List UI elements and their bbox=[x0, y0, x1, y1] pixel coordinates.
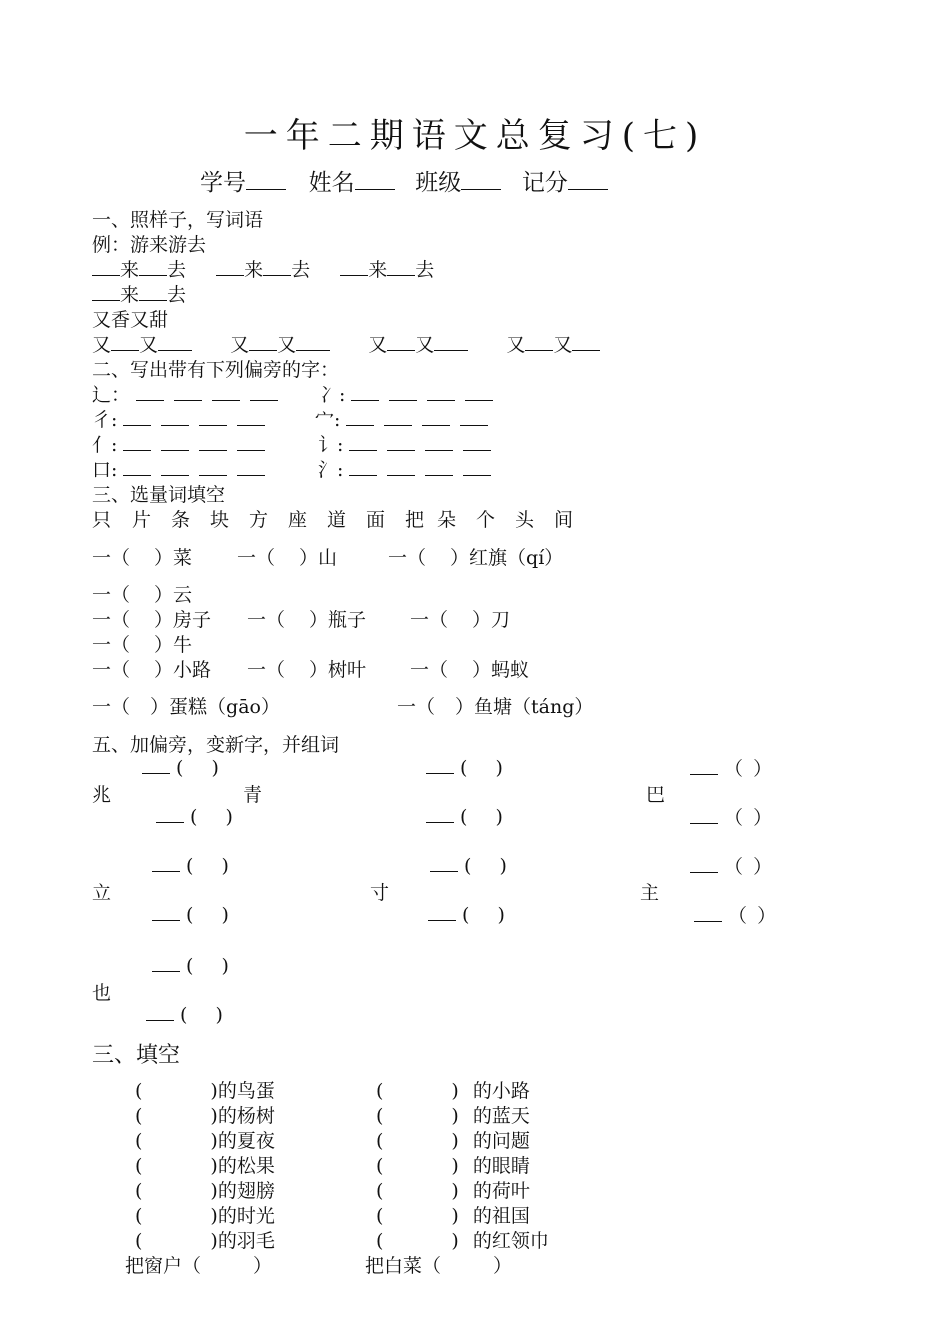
fill-item[interactable]: ( )的鸟蛋 bbox=[135, 1080, 275, 1102]
measure-word: 片 bbox=[132, 509, 152, 531]
fill-item[interactable]: 把白菜（ ） bbox=[365, 1255, 513, 1277]
radical-blanks[interactable] bbox=[123, 408, 275, 431]
measure-item[interactable]: 一（ ）蚂蚁 bbox=[410, 659, 530, 681]
radical-label: 宀: bbox=[315, 409, 341, 431]
radical-blanks[interactable] bbox=[123, 458, 275, 481]
radical-blanks[interactable] bbox=[346, 408, 498, 431]
radical-word-slot[interactable]: ( ) bbox=[156, 805, 233, 828]
you-char: 又 bbox=[553, 334, 573, 356]
radical-row-2b bbox=[315, 405, 498, 432]
blank[interactable] bbox=[263, 258, 291, 276]
qu-char: 去 bbox=[291, 259, 311, 281]
class-label: 班级 bbox=[415, 170, 462, 196]
measure-word: 面 bbox=[366, 509, 386, 531]
fill-item[interactable]: ( )的翅膀 bbox=[135, 1180, 275, 1202]
radical-blanks[interactable] bbox=[351, 383, 503, 406]
measure-word: 只 bbox=[92, 509, 112, 531]
radical-label: 亻: bbox=[92, 434, 118, 456]
radical-blanks[interactable] bbox=[123, 433, 275, 456]
base-char: 巴 bbox=[646, 784, 666, 806]
radical-label: 冫: bbox=[320, 384, 346, 406]
radical-word-slot[interactable]: （ ） bbox=[690, 754, 772, 781]
blank[interactable] bbox=[340, 258, 368, 276]
measure-item[interactable]: 一（ ）菜 bbox=[92, 547, 193, 569]
radical-word-slot[interactable]: ( ) bbox=[426, 756, 503, 779]
section1-example2: 又香又甜 bbox=[92, 309, 169, 331]
blank[interactable] bbox=[387, 258, 415, 276]
measure-item[interactable]: 一（ ）云 bbox=[92, 584, 193, 606]
radical-row-2 bbox=[92, 405, 275, 432]
qu-char: 去 bbox=[167, 259, 187, 281]
radical-word-slot[interactable]: （ ） bbox=[694, 901, 776, 928]
lai-char: 来 bbox=[368, 259, 388, 281]
radical-row-3b bbox=[318, 430, 501, 457]
measure-word: 间 bbox=[554, 509, 574, 531]
radical-row-1 bbox=[92, 380, 288, 407]
radical-blanks[interactable] bbox=[136, 383, 288, 406]
fill-item[interactable]: ( ) 的红领巾 bbox=[376, 1230, 549, 1252]
radical-row-3 bbox=[92, 430, 275, 457]
youyou-row bbox=[92, 330, 600, 357]
base-char: 青 bbox=[243, 784, 263, 806]
score-label: 记分 bbox=[521, 170, 568, 196]
blank[interactable] bbox=[572, 333, 600, 351]
fill-item[interactable]: ( )的杨树 bbox=[135, 1105, 275, 1127]
radical-word-slot[interactable]: （ ） bbox=[690, 852, 772, 879]
radical-label: 氵: bbox=[318, 459, 344, 481]
blank[interactable] bbox=[387, 333, 415, 351]
section3-heading: 三、选量词填空 bbox=[92, 484, 226, 506]
laiqu-row-1 bbox=[92, 255, 434, 282]
you-char: 又 bbox=[368, 334, 388, 356]
fill-item[interactable]: ( ) 的祖国 bbox=[376, 1205, 530, 1227]
measure-item[interactable]: 一（ ）瓶子 bbox=[247, 609, 367, 631]
radical-word-slot[interactable]: ( ) bbox=[152, 854, 229, 877]
blank[interactable] bbox=[249, 333, 277, 351]
blank[interactable] bbox=[525, 333, 553, 351]
blank[interactable] bbox=[139, 258, 167, 276]
blank[interactable] bbox=[296, 333, 330, 351]
you-char: 又 bbox=[506, 334, 526, 356]
student-id-blank[interactable] bbox=[246, 172, 286, 190]
you-char: 又 bbox=[92, 334, 112, 356]
measure-item[interactable]: 一（ ）鱼塘（táng） bbox=[397, 696, 594, 718]
qu-char: 去 bbox=[167, 284, 187, 306]
blank[interactable] bbox=[92, 258, 120, 276]
blank[interactable] bbox=[111, 333, 139, 351]
blank[interactable] bbox=[139, 283, 167, 301]
radical-label: 讠: bbox=[318, 434, 344, 456]
fill-item[interactable]: ( ) 的小路 bbox=[376, 1080, 530, 1102]
radical-word-slot[interactable]: ( ) bbox=[142, 756, 219, 779]
radical-word-slot[interactable]: ( ) bbox=[426, 805, 503, 828]
score-blank[interactable] bbox=[568, 172, 608, 190]
section6-heading: 三、填空 bbox=[92, 1043, 181, 1068]
measure-word: 条 bbox=[171, 509, 191, 531]
fill-item[interactable]: ( )的夏夜 bbox=[135, 1130, 275, 1152]
measure-word: 朵 bbox=[437, 509, 457, 531]
fill-item[interactable]: 把窗户（ ） bbox=[125, 1255, 273, 1277]
fill-item[interactable]: ( )的羽毛 bbox=[135, 1230, 275, 1252]
fill-item[interactable]: ( )的松果 bbox=[135, 1155, 275, 1177]
section1-heading: 一、照样子，写词语 bbox=[92, 209, 264, 231]
measure-word: 头 bbox=[515, 509, 535, 531]
measure-item[interactable]: 一（ ）山 bbox=[237, 547, 338, 569]
radical-word-slot[interactable]: ( ) bbox=[152, 903, 229, 926]
fill-item[interactable]: ( ) 的眼睛 bbox=[376, 1155, 530, 1177]
radical-word-slot[interactable]: （ ） bbox=[690, 803, 772, 830]
measure-item[interactable]: 一（ ）蛋糕（gāo） bbox=[92, 696, 280, 718]
blank[interactable] bbox=[434, 333, 468, 351]
measure-item[interactable]: 一（ ）小路 bbox=[92, 659, 212, 681]
lai-char: 来 bbox=[244, 259, 264, 281]
fill-item[interactable]: ( ) 的蓝天 bbox=[376, 1105, 530, 1127]
radical-label: 彳: bbox=[92, 409, 118, 431]
measure-item[interactable]: 一（ ）红旗（qí） bbox=[388, 547, 564, 569]
class-blank[interactable] bbox=[461, 172, 501, 190]
base-char: 立 bbox=[92, 882, 112, 904]
radical-word-slot[interactable]: ( ) bbox=[428, 903, 505, 926]
measure-word: 把 bbox=[405, 509, 425, 531]
measure-word: 座 bbox=[288, 509, 308, 531]
measure-item[interactable]: 一（ ）刀 bbox=[410, 609, 511, 631]
section1-example1: 例：游来游去 bbox=[92, 234, 207, 256]
section5-heading: 五、加偏旁，变新字，并组词 bbox=[92, 734, 340, 756]
radical-word-slot[interactable]: ( ) bbox=[430, 854, 507, 877]
base-char: 也 bbox=[92, 982, 112, 1004]
radical-row-4b bbox=[318, 455, 501, 482]
you-char: 又 bbox=[230, 334, 250, 356]
you-char: 又 bbox=[415, 334, 435, 356]
qu-char: 去 bbox=[415, 259, 435, 281]
radical-word-slot[interactable]: ( ) bbox=[152, 954, 229, 977]
radical-word-slot[interactable]: ( ) bbox=[146, 1003, 223, 1026]
base-char: 兆 bbox=[92, 784, 112, 806]
student-name-blank[interactable] bbox=[355, 172, 395, 190]
fill-item[interactable]: ( )的时光 bbox=[135, 1205, 275, 1227]
blank[interactable] bbox=[216, 258, 244, 276]
radical-row-1b bbox=[320, 380, 503, 407]
lai-char: 来 bbox=[120, 259, 140, 281]
fill-item[interactable]: ( ) 的荷叶 bbox=[376, 1180, 530, 1202]
measure-word: 个 bbox=[476, 509, 496, 531]
blank[interactable] bbox=[158, 333, 192, 351]
radical-row-4 bbox=[92, 455, 275, 482]
you-char: 又 bbox=[277, 334, 297, 356]
measure-word: 道 bbox=[327, 509, 347, 531]
radical-label: 口: bbox=[92, 459, 118, 481]
radical-blanks[interactable] bbox=[349, 433, 501, 456]
laiqu-row-2 bbox=[92, 280, 186, 307]
base-char: 主 bbox=[640, 882, 660, 904]
measure-item[interactable]: 一（ ）房子 bbox=[92, 609, 212, 631]
you-char: 又 bbox=[139, 334, 159, 356]
radical-blanks[interactable] bbox=[349, 458, 501, 481]
base-char: 寸 bbox=[370, 882, 390, 904]
student-name-label: 姓名 bbox=[308, 170, 355, 196]
measure-word: 方 bbox=[249, 509, 269, 531]
student-id-label: 学号 bbox=[200, 170, 246, 196]
measure-word: 块 bbox=[210, 509, 230, 531]
student-info-line bbox=[200, 164, 608, 197]
radical-label: 辶： bbox=[92, 384, 131, 406]
blank[interactable] bbox=[92, 283, 120, 301]
lai-char: 来 bbox=[120, 284, 140, 306]
fill-item[interactable]: ( ) 的问题 bbox=[376, 1130, 530, 1152]
section2-heading: 二、写出带有下列偏旁的字： bbox=[92, 359, 340, 381]
measure-item[interactable]: 一（ ）牛 bbox=[92, 634, 193, 656]
measure-item[interactable]: 一（ ）树叶 bbox=[247, 659, 367, 681]
page-title: 一年二期语文总复习(七) bbox=[243, 116, 707, 156]
